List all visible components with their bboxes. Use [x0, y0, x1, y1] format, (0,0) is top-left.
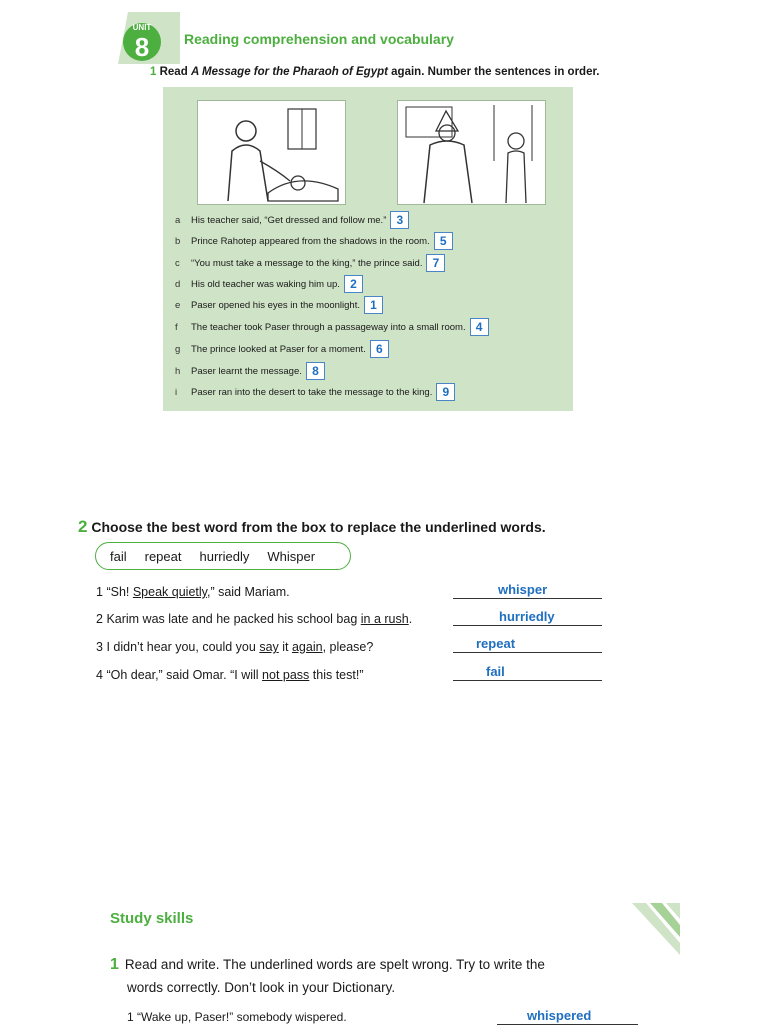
- section-title: Reading comprehension and vocabulary: [184, 31, 454, 47]
- illustration-prince-and-boy: [397, 100, 546, 205]
- exercise2-instruction: [78, 517, 546, 537]
- question-post: .: [408, 612, 413, 626]
- word-option: Whisper: [267, 548, 316, 564]
- study-skills-answer-line-1[interactable]: [497, 1007, 638, 1025]
- sentence-letter: h: [175, 365, 181, 377]
- sentence-b: [175, 231, 453, 251]
- sentence-text: “You must take a message to the king,” the prince said.: [191, 257, 423, 269]
- sentence-f: [175, 317, 489, 337]
- sentence-text: His old teacher was waking him up.: [191, 278, 340, 290]
- answer-line-3[interactable]: [453, 635, 602, 653]
- sentence-letter: c: [175, 257, 180, 269]
- answer-text: whisper: [498, 582, 548, 597]
- underlined-phrase: say: [259, 640, 279, 654]
- answer-text: hurriedly: [499, 609, 555, 624]
- underlined-phrase: Speak quietly: [132, 585, 207, 599]
- sentence-letter: b: [175, 235, 181, 247]
- unit-badge-icon: [118, 12, 180, 64]
- sentence-c: [175, 253, 445, 273]
- answer-text: fail: [486, 664, 505, 679]
- question-post: ,” said Mariam.: [206, 585, 290, 599]
- exercise2-instruction-text: Choose the best word from the box to replace the underlined words.: [91, 519, 546, 535]
- answer-box[interactable]: 8: [306, 362, 325, 380]
- unit-label: UNIT: [132, 23, 152, 32]
- answer-text: whispered: [527, 1008, 592, 1023]
- question-number: 3: [96, 640, 103, 654]
- question-pre: “Sh!: [106, 585, 133, 599]
- sentence-letter: f: [175, 321, 178, 333]
- question-mid: it: [278, 640, 292, 654]
- exercise1-number: 1: [150, 66, 157, 78]
- answer-box[interactable]: 2: [344, 275, 363, 293]
- study-skills-instruction-line2: words correctly. Don’t look in your Dictionary.: [127, 980, 396, 995]
- answer-box[interactable]: 7: [426, 254, 445, 272]
- sentence-text: Paser learnt the message.: [191, 365, 302, 377]
- instruction-pre: Read: [159, 66, 191, 78]
- exercise2-question-2: [96, 612, 412, 626]
- answer-box[interactable]: 5: [434, 232, 453, 250]
- instruction-text: Read and write. The underlined words are spelt wrong. Try to write the: [124, 957, 545, 972]
- sentence-letter: e: [175, 299, 181, 311]
- question-pre: Karim was late and he packed his school bag: [106, 612, 361, 626]
- underlined-phrase-2: again: [291, 640, 323, 654]
- study-skills-title: Study skills: [110, 910, 194, 927]
- exercise2-question-4: [96, 668, 364, 682]
- sentence-text: Paser opened his eyes in the moonlight.: [191, 299, 360, 311]
- sentence-text: The prince looked at Paser for a moment.: [191, 343, 366, 355]
- sentence-letter: g: [175, 343, 181, 355]
- answer-box[interactable]: 4: [470, 318, 489, 336]
- sentence-text: His teacher said, “Get dressed and follow me.”: [191, 214, 387, 226]
- question-post: this test!”: [309, 668, 364, 682]
- corner-stripes-decoration: [632, 903, 680, 955]
- answer-box[interactable]: 3: [390, 211, 409, 229]
- exercise2-question-1: [96, 585, 290, 599]
- answer-box[interactable]: 9: [436, 383, 455, 401]
- question-number: 1: [96, 585, 103, 599]
- question-post: , please?: [322, 640, 374, 654]
- study-skills-number: 1: [110, 956, 119, 973]
- illustration-teacher-waking-boy: [197, 100, 346, 205]
- question-number: 2: [96, 612, 103, 626]
- sentence-text: Prince Rahotep appeared from the shadows in the room.: [191, 235, 430, 247]
- sentence-letter: d: [175, 278, 181, 290]
- exercise1-instruction: [150, 66, 600, 78]
- answer-line-2[interactable]: [453, 608, 602, 626]
- answer-box[interactable]: 1: [364, 296, 383, 314]
- word-option: repeat: [144, 548, 182, 564]
- sentence-i: [175, 382, 455, 402]
- study-skills-question-1: 1 “Wake up, Paser!” somebody wispered.: [127, 1010, 347, 1024]
- question-number: 4: [96, 668, 103, 682]
- sentence-h: [175, 361, 325, 381]
- answer-line-4[interactable]: [453, 663, 602, 681]
- sentence-text: The teacher took Paser through a passageway into a small room.: [191, 321, 466, 333]
- word-option: fail: [110, 548, 127, 564]
- answer-line-1[interactable]: [453, 581, 602, 599]
- sentence-d: [175, 274, 363, 294]
- sentence-text: Paser ran into the desert to take the message to the king.: [191, 386, 433, 398]
- sentence-e: [175, 295, 383, 315]
- question-pre: I didn’t hear you, could you: [106, 640, 260, 654]
- word-box: [95, 542, 351, 570]
- sentence-letter: a: [175, 214, 181, 226]
- sentence-letter: i: [175, 386, 178, 398]
- sentence-a: [175, 210, 409, 230]
- underlined-phrase: not pass: [262, 668, 310, 682]
- answer-text: repeat: [476, 636, 516, 651]
- question-pre: “Oh dear,” said Omar. “I will: [106, 668, 263, 682]
- underlined-phrase: in a rush: [360, 612, 409, 626]
- exercise2-number: 2: [78, 517, 88, 536]
- study-skills-instruction-line1: [110, 956, 545, 974]
- exercise2-question-3: [96, 640, 373, 654]
- word-option: hurriedly: [199, 548, 250, 564]
- answer-box[interactable]: 6: [370, 340, 389, 358]
- sentence-g: [175, 339, 389, 359]
- story-title: A Message for the Pharaoh of Egypt: [190, 66, 388, 78]
- instruction-post: again. Number the sentences in order.: [387, 66, 600, 78]
- unit-number: 8: [134, 32, 150, 62]
